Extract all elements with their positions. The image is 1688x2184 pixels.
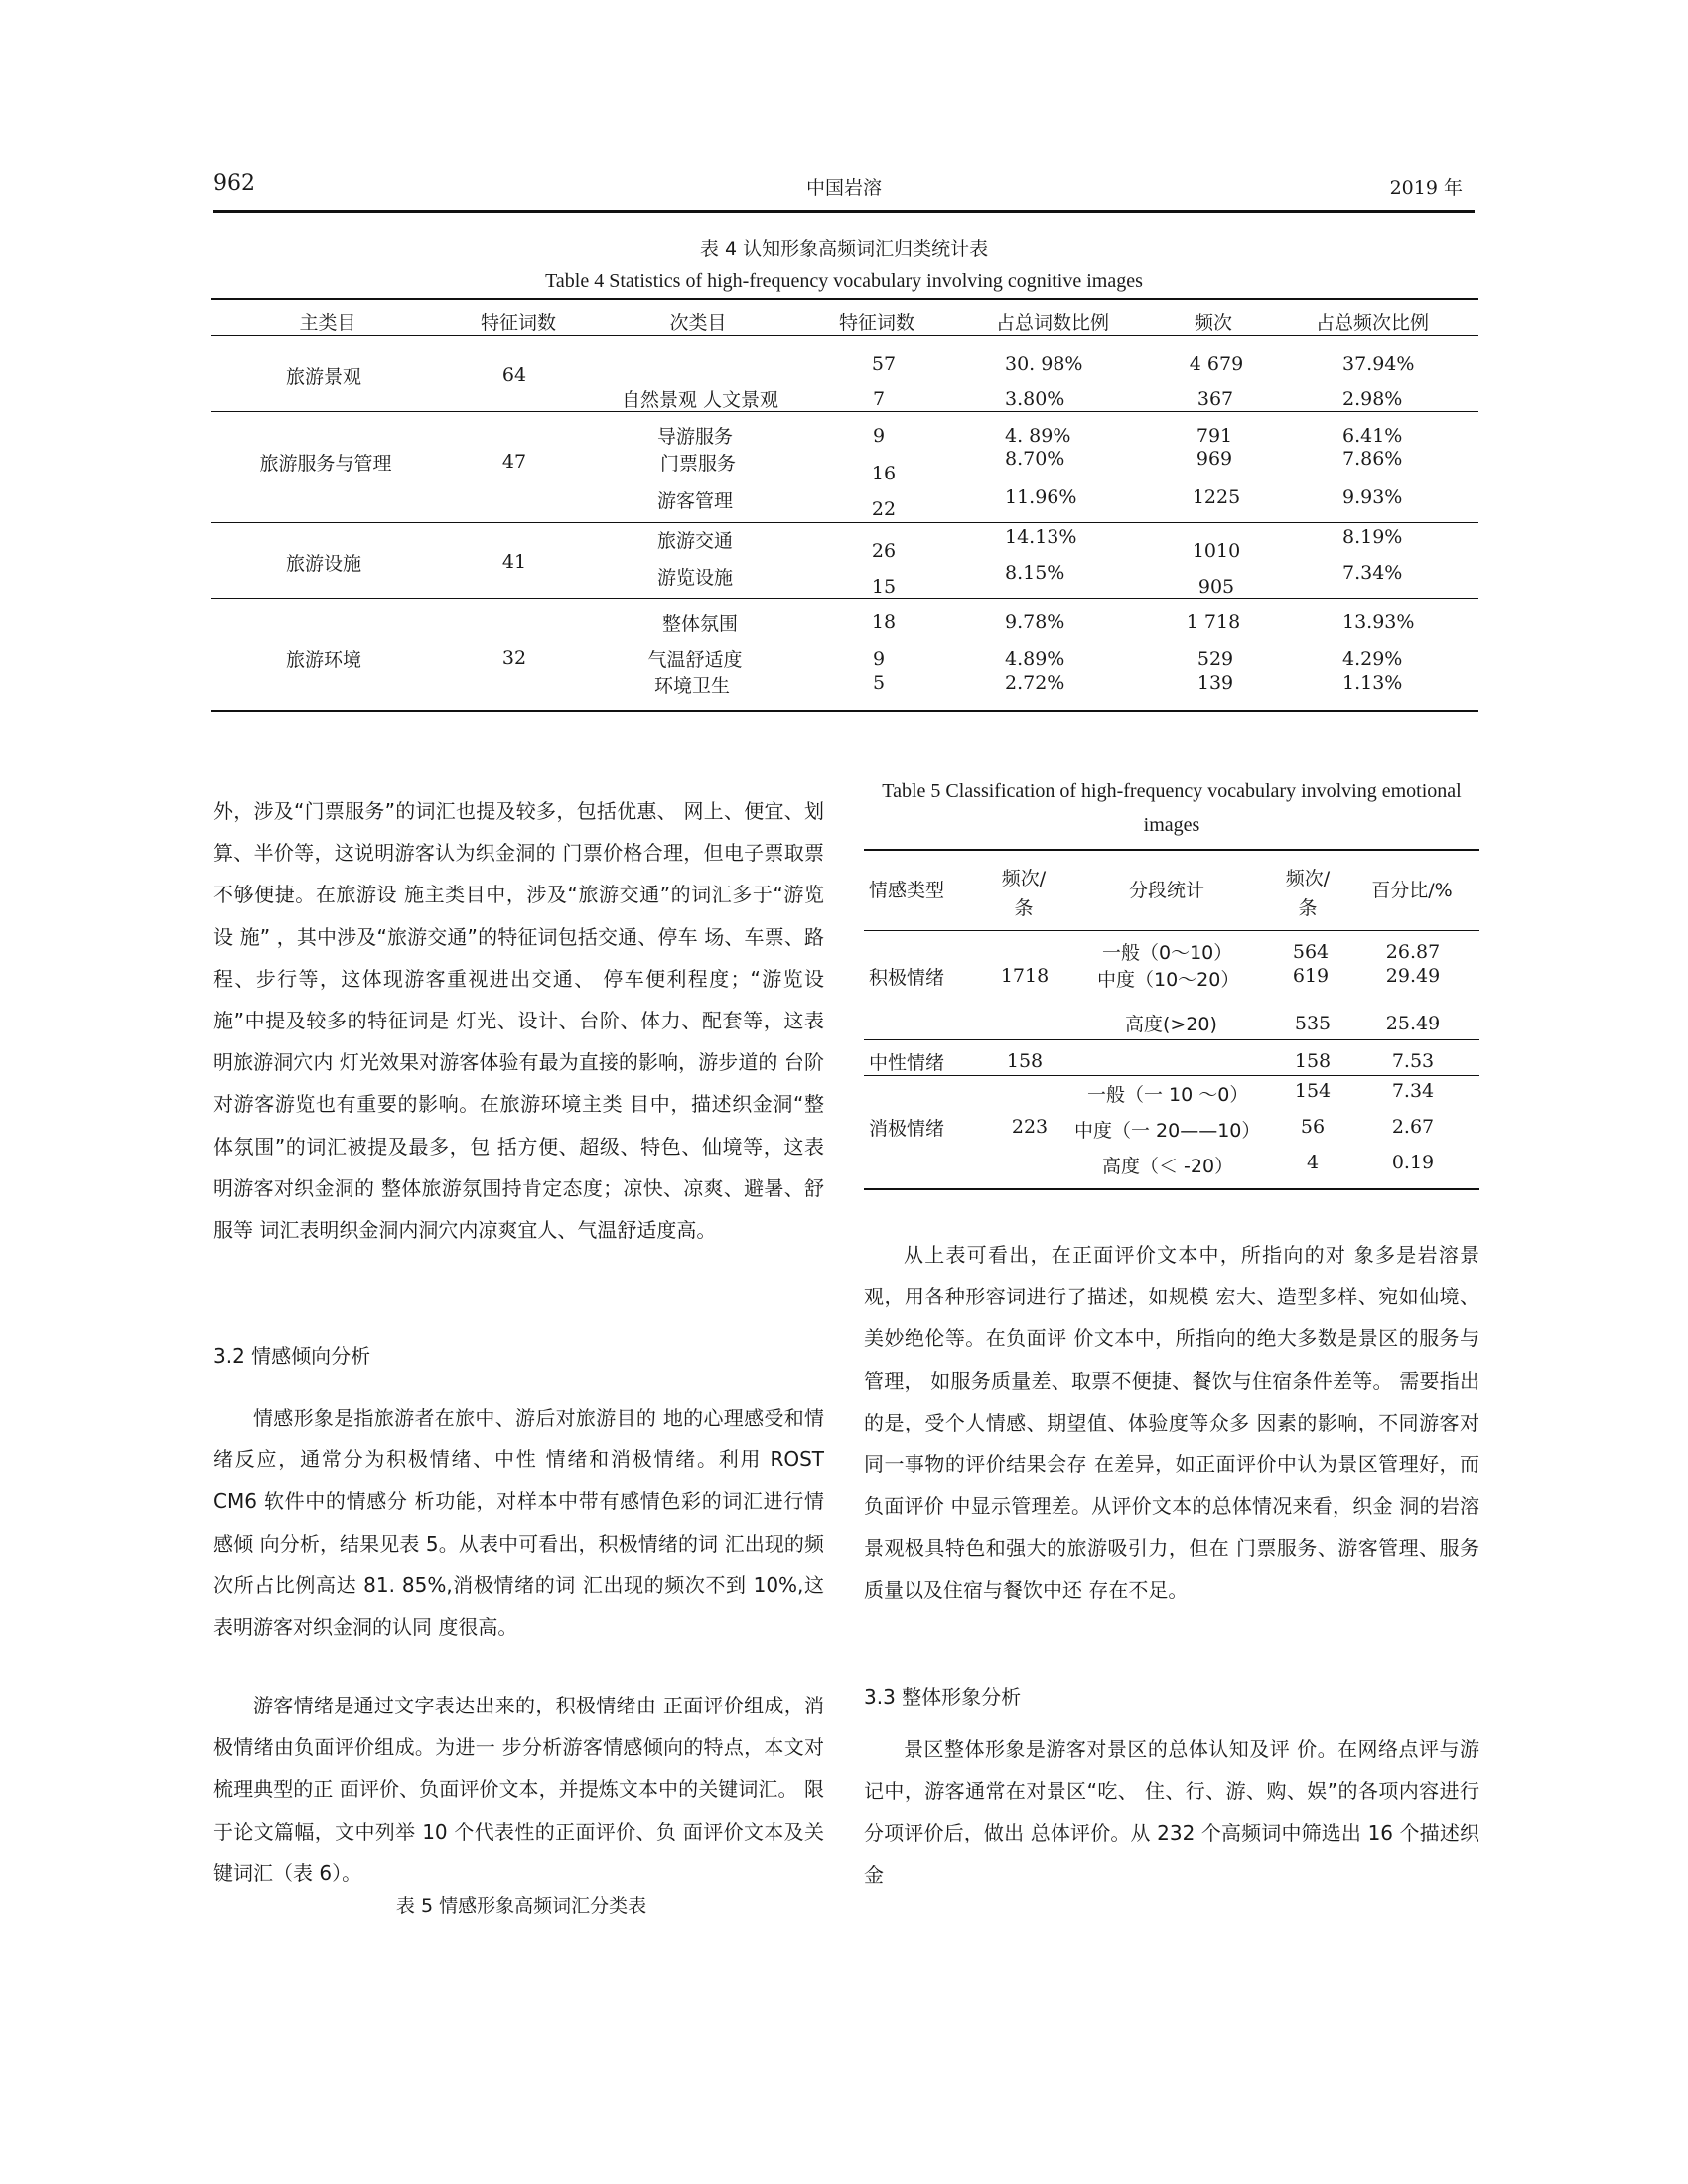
table4-cell: 9 <box>872 648 886 670</box>
journal-name: 中国岩溶 <box>805 177 882 199</box>
table4-cell: 1010 <box>1192 540 1241 562</box>
table5-seg: 高度(>20) <box>1125 1014 1217 1035</box>
table4-sub-category: 导游服务 <box>656 426 734 448</box>
table4-main-count: 64 <box>501 364 527 386</box>
table5-header-rule <box>864 930 1479 931</box>
table5-cell: 29.49 <box>1385 965 1441 987</box>
page-number: 962 <box>213 171 255 196</box>
table4-cell: 139 <box>1196 672 1234 694</box>
table4-header-cell: 特征词数 <box>838 312 915 334</box>
table5-type: 消极情绪 <box>869 1118 945 1140</box>
table5-row-rule <box>864 1039 1479 1040</box>
table4-cell: 4. 89% <box>1005 425 1071 447</box>
table4-cell: 16 <box>871 463 897 484</box>
table4-cell: 14.13% <box>1005 526 1077 548</box>
table5-header-cell: 情感类型 <box>869 880 945 901</box>
table4-cell: 2.72% <box>1005 672 1065 694</box>
table4-cell: 367 <box>1196 388 1234 410</box>
table5-freq: 223 <box>1011 1116 1049 1138</box>
table4-cell: 8.70% <box>1005 448 1065 470</box>
body-paragraph: 从上表可看出，在正面评价文本中，所指向的对 象多是岩溶景观，用各种形容词进行了描述，如规模 宏大、造型多样、宛如仙境、美妙绝伦等。在负面评 价文本中，所指向的绝大多数是景区的服务与管理， 如服务质量差、取票不便捷、餐饮与住宿条件差等。 需要指出的是，受个人情感、期望值、体验度等众多 因素的影响，不同游客对同一事物的评价结果会存 在差异，如正面评价中认为景区管理好，而负面评价 中显示管理差。从评价文本的总体情况来看，织金 洞的岩溶景观极具特色和强大的旅游吸引力，但在 门票服务、游客管理、服务质量以及住宿与餐饮中还 存在不足。 <box>864 1243 1479 1602</box>
table5-seg: 中度（10～20） <box>1097 969 1240 991</box>
table5-cell: 535 <box>1294 1013 1332 1034</box>
table5-seg: 中度（一 20——10） <box>1074 1120 1261 1142</box>
table4-cell: 1.13% <box>1342 672 1403 694</box>
table4-sub-category: 整体氛围 <box>661 614 739 635</box>
table5-cell: 25.49 <box>1385 1013 1441 1034</box>
table4-row-rule <box>211 411 1478 412</box>
body-paragraph: 情感形象是指旅游者在旅中、游后对旅游目的 地的心理感受和情绪反应，通常分为积极情绪、中性 情绪和消极情绪。利用 ROST CM6 软件中的情感分 析功能，对样本中带有感情色彩的词汇进行情感倾 向分析，结果见表 5。从表中可看出，积极情绪的词 汇出现的频次所占比例高达 81. 85%,消极情绪的词 汇出现的频次不到 10%,这表明游客对织金洞的认同 度很高。 <box>213 1406 824 1640</box>
table4-cell: 7.34% <box>1342 562 1403 584</box>
table4-cell: 11.96% <box>1005 486 1077 508</box>
table4-cell: 57 <box>871 353 897 375</box>
table4-cell: 1225 <box>1192 486 1241 508</box>
table4-cell: 969 <box>1196 448 1233 470</box>
table4-sub-category: 环境卫生 <box>653 675 731 697</box>
body-paragraph: 景区整体形象是游客对景区的总体认知及评 价。在网络点评与游记中，游客通常在对景区“吃、 住、行、游、购、娱”的各项内容进行分项评价后，做出 总体评价。从 232 个高频词中筛选出 16 个描述织金 <box>864 1737 1479 1887</box>
table5-cell: 619 <box>1292 965 1330 987</box>
table4-main-category: 旅游景观 <box>285 366 362 388</box>
table4-sub-category: 游览设施 <box>656 567 734 589</box>
table4-cell: 15 <box>871 576 897 598</box>
table4-cell: 9 <box>872 425 886 447</box>
table4-sub-category: 旅游交通 <box>656 530 734 552</box>
table4-sub-category: 游客管理 <box>656 490 734 512</box>
table5-header-cell: 频次/条 <box>1001 868 1047 919</box>
table4-main-category: 旅游设施 <box>285 553 362 575</box>
table5-freq: 158 <box>1006 1050 1044 1072</box>
table4-caption-cn: 表 4 认知形象高频词汇归类统计表 <box>699 238 989 260</box>
section-heading: 3.2 情感倾向分析 <box>213 1344 371 1368</box>
table5-caption-cn: 表 5 情感形象高频词汇分类表 <box>395 1895 647 1917</box>
table4-cell: 30. 98% <box>1005 353 1083 375</box>
table4-cell: 905 <box>1197 576 1235 598</box>
publication-year: 2019 年 <box>1389 177 1463 199</box>
table5-seg: 高度（＜ -20） <box>1102 1156 1234 1177</box>
table5-seg: 一般（0～10） <box>1102 942 1233 964</box>
table5-type: 中性情绪 <box>869 1052 945 1074</box>
table5-cell: 26.87 <box>1385 941 1441 963</box>
table5-freq: 1718 <box>1000 965 1050 987</box>
table5-cell: 7.34 <box>1391 1080 1435 1102</box>
table5-row-rule <box>864 1075 1479 1076</box>
table4-cell: 1 718 <box>1186 612 1241 633</box>
table4-sub-category: 门票服务 <box>659 453 737 475</box>
table4-cell: 4.29% <box>1342 648 1403 670</box>
table4-main-count: 41 <box>501 551 527 573</box>
table4-cell: 5 <box>872 672 886 694</box>
table4-cell: 37.94% <box>1342 353 1415 375</box>
table4-header-cell: 次类目 <box>669 312 727 334</box>
table5-cell: 564 <box>1292 941 1330 963</box>
table5-cell: 0.19 <box>1391 1152 1435 1173</box>
table5-cell: 4 <box>1306 1152 1320 1173</box>
table4-header-cell: 频次 <box>1194 312 1233 334</box>
table4-cell: 6.41% <box>1342 425 1403 447</box>
table4-main-count: 47 <box>501 451 527 473</box>
table4-cell: 529 <box>1196 648 1234 670</box>
table4-cell: 791 <box>1196 425 1233 447</box>
table4-cell: 3.80% <box>1005 388 1065 410</box>
table4-header-rule <box>211 335 1478 336</box>
table5-header-cell: 分段统计 <box>1128 880 1205 901</box>
table4-cell: 7.86% <box>1342 448 1403 470</box>
table5-header-cell: 频次/条 <box>1285 868 1331 919</box>
body-paragraph: 外，涉及“门票服务”的词汇也提及较多，包括优惠、 网上、便宜、划算、半价等，这说明游客认为织金洞的 门票价格合理，但电子票取票不够便捷。在旅游设 施主类目中，涉及“旅游交通”的词汇多于“游览设 施” ，其中涉及“旅游交通”的特征词包括交通、停车 场、车票、路程、步行等，这体现游客重视进出交通、 停车便利程度；“游览设施”中提及较多的特征词是 灯光、设计、台阶、体力、配套等，这表明旅游洞穴内 灯光效果对游客体验有最为直接的影响，游步道的 台阶对游客游览也有重要的影响。在旅游环境主类 目中，描述织金洞“整体氛围”的词汇被提及最多，包 括方便、超级、特色、仙境等，这表明游客对织金洞的 整体旅游氛围持肯定态度；凉快、凉爽、避暑、舒服等 词汇表明织金洞内洞穴内凉爽宜人、气温舒适度高。 <box>213 799 824 1243</box>
table4-main-category: 旅游服务与管理 <box>259 453 392 475</box>
table4-row-rule <box>211 522 1478 523</box>
table4-cell: 2.98% <box>1342 388 1403 410</box>
table4-cell: 8.15% <box>1005 562 1065 584</box>
table5-cell: 7.53 <box>1391 1050 1435 1072</box>
table4-sub-category: 气温舒适度 <box>647 649 743 671</box>
table4-main-category: 旅游环境 <box>285 649 362 671</box>
table4-cell: 8.19% <box>1342 526 1403 548</box>
table4-caption-en: Table 4 Statistics of high-frequency vocabulary involving cognitive images <box>545 270 1143 292</box>
section-heading: 3.3 整体形象分析 <box>864 1685 1022 1708</box>
table5-top-rule <box>864 849 1479 851</box>
table4-top-rule <box>211 298 1478 300</box>
table5-bottom-rule <box>864 1188 1479 1190</box>
table4-cell: 9.78% <box>1005 612 1065 633</box>
table5-type: 积极情绪 <box>869 967 945 989</box>
table4-header-cell: 占总频次比例 <box>1315 312 1430 334</box>
table5-cell: 154 <box>1294 1080 1332 1102</box>
table5-cell: 2.67 <box>1391 1116 1435 1138</box>
table5-cell: 158 <box>1294 1050 1332 1072</box>
running-header <box>213 171 1475 213</box>
table4-header-cell: 主类目 <box>299 312 356 334</box>
table4-cell: 13.93% <box>1342 612 1415 633</box>
table4-header-cell: 占总词数比例 <box>995 312 1110 334</box>
body-paragraph: 游客情绪是通过文字表达出来的，积极情绪由 正面评价组成，消极情绪由负面评价组成。为进一 步分析游客情感倾向的特点，本文对梳理典型的正 面评价、负面评价文本，并提炼文本中的关键词汇。 限于论文篇幅，文中列举 10 个代表性的正面评价、负 面评价文本及关键词汇（表 6）。 <box>213 1694 824 1885</box>
table4-cell: 26 <box>871 540 897 562</box>
table4-main-count: 32 <box>501 647 527 669</box>
table4-row-rule <box>211 598 1478 599</box>
table4-cell: 18 <box>871 612 897 633</box>
table5-cell: 56 <box>1300 1116 1326 1138</box>
table4-bottom-rule <box>211 710 1478 712</box>
table4-header-cell: 特征词数 <box>480 312 557 334</box>
table5-seg: 一般（一 10 ～0） <box>1087 1084 1249 1106</box>
table4-cell: 4.89% <box>1005 648 1065 670</box>
table5-caption-en: Table 5 Classification of high-frequency vocabulary involving emotional images <box>882 780 1462 836</box>
table4-cell: 22 <box>871 498 897 520</box>
table5-header-cell: 百分比/% <box>1371 880 1453 901</box>
table4-cell: 7 <box>872 388 886 410</box>
table4-cell: 9.93% <box>1342 486 1403 508</box>
table4-cell: 4 679 <box>1189 353 1244 375</box>
table4-sub-category: 自然景观 人文景观 <box>621 389 779 411</box>
